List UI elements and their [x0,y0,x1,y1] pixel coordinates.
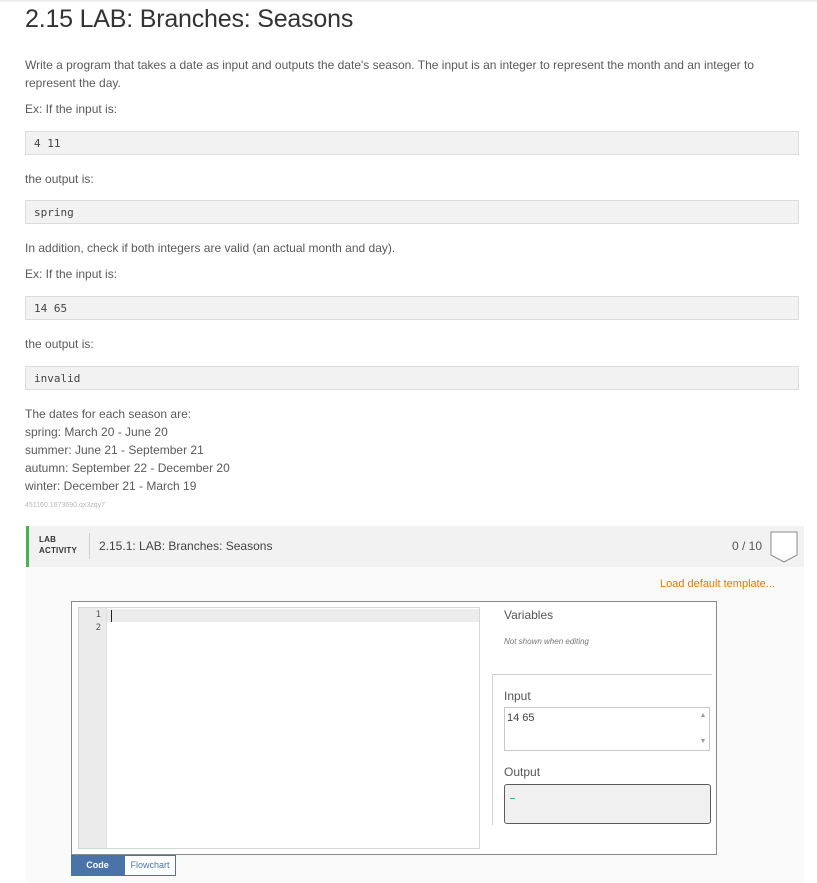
season-item-winter: winter: December 21 - March 19 [25,479,197,493]
variables-note: Not shown when editing [504,637,589,646]
seasons-heading: The dates for each season are: [25,407,192,421]
content-id: 451160.1673690.qx3zqy7 [25,502,106,509]
example-input-label-1: Ex: If the input is: [25,102,118,116]
io-panel [490,602,716,854]
example-input-2: 14 65 [25,296,799,320]
tab-code[interactable]: Code [71,855,124,876]
lab-divider [89,533,90,559]
lab-score: 0 / 10 [732,539,763,553]
variables-label: Variables [504,608,554,622]
lab-tag-line2: ACTIVITY [39,546,78,555]
example-input-label-2: Ex: If the input is: [25,267,118,281]
code-editor[interactable] [78,607,480,849]
ide-frame [71,601,717,855]
output-cursor [510,798,515,799]
example-output-1: spring [25,200,799,224]
text-caret [111,610,112,622]
lab-title: 2.15.1: LAB: Branches: Seasons [99,539,273,553]
panel-divider-vertical [492,675,493,825]
lab-activity-tag [39,534,77,556]
line-number: 2 [95,623,101,633]
season-item-autumn: autumn: September 22 - December 20 [25,461,230,475]
panel-divider [492,674,712,675]
page-title: 2.15 LAB: Branches: Seasons [25,5,354,33]
scroll-up-arrow-icon[interactable]: ▲ [699,712,707,719]
lab-activity-header [26,526,804,567]
validation-note: In addition, check if both integers are valid (an actual month and day). [25,241,396,255]
season-item-spring: spring: March 20 - June 20 [25,425,168,439]
input-label: Input [504,689,531,703]
season-list [25,405,230,495]
scroll-down-arrow-icon[interactable]: ▼ [699,738,707,745]
active-line-highlight [107,609,479,622]
program-output-area [504,784,711,824]
score-badge-icon [770,531,798,563]
example-input-1: 4 11 [25,131,799,155]
line-number: 1 [95,610,101,620]
line-number-gutter [79,608,107,848]
example-output-2: invalid [25,366,799,390]
lab-tag-line1: LAB [39,535,57,544]
output-label-2: the output is: [25,337,94,351]
output-label-1: the output is: [25,172,94,186]
intro-text: Write a program that takes a date as input and outputs the date's season. The input is an integer to represent the month and an integer to represent the day. [25,58,754,90]
output-label: Output [504,765,541,779]
tab-flowchart[interactable]: Flowchart [124,855,176,876]
season-item-summer: summer: June 21 - September 21 [25,443,204,457]
program-input-field[interactable] [504,707,710,751]
top-shadow [0,0,817,3]
load-default-template-link[interactable]: Load default template... [660,578,775,590]
